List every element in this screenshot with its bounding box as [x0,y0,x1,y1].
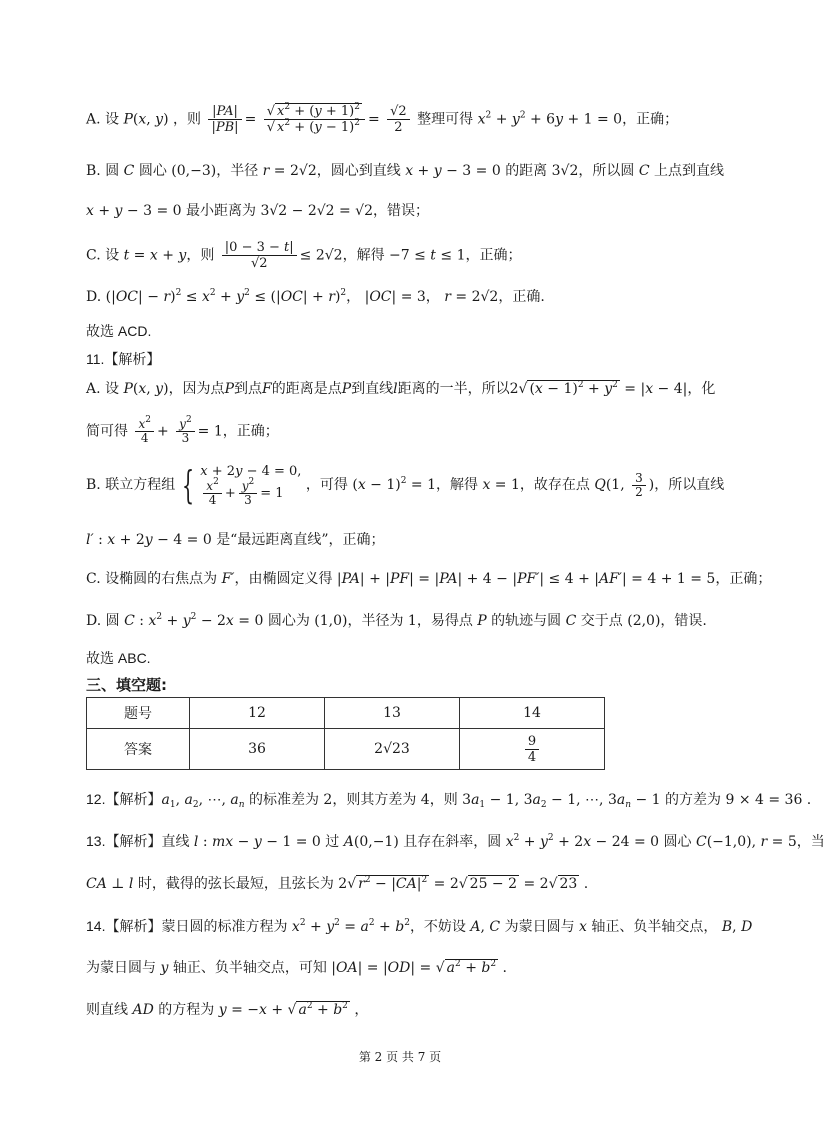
q10-option-c: C. 设 t = x + y，则 $\frac{|0 - 3 - t|}{√2}$ ≤ 2√2，解得 −7 ≤ t ≤ 1，正确； [86,240,522,271]
table-cell: 12 [190,698,325,729]
table-row [87,698,605,729]
q11-option-d: D. 圆 C : $x^2 + y^2 - 2x = 0$ 圆心为 (1,0)，半径为 1，易得点 P 的轨迹与圆 C 交于点 (2,0)，错误. [86,612,707,629]
q11-option-b-cont: l′ : x + 2y − 4 = 0 是“最远距离直线”，正确； [86,532,385,548]
q14-solution: 14.【解析】蒙日圆的标准方程为 $x^2 + y^2 = a^2 + b^2$，不妨设 A, C 为蒙日圆与 x 轴正、负半轴交点， B, D [86,918,753,935]
q11-option-b: B. 联立方程组 { x + 2y − 4 = 0, $\frac{x^2}{4}$ + $\frac{y^2}{3}$ = 1 ，可得 $(x - 1)^2 = 1$，解得 x = 1，故存在点 Q(1, $\frac{3}{2}$ )，所以直线 [86,463,725,507]
q14-solution-cont: 为蒙日圆与 y 轴正、负半轴交点，可知 |OA| = |OD| = √ $a^2 + b^2$ . [86,959,507,976]
q10-option-b-cont: x + y − 3 = 0 最小距离为 3√2 − 2√2 = √2，错误； [86,203,430,219]
table-cell: 14 [460,698,605,729]
q11-option-a-cont: 简可得 $\frac{x^2}{4}$ + $\frac{y^2}{3}$ = 1，正确； [86,415,279,445]
table-cell: 答案 [87,729,190,770]
q10-selection: 故选 ACD. [86,323,152,339]
q13-solution-cont: CA ⊥ l 时，截得的弦长最短，且弦长为 2√ $r^2 - |CA|^2 = 2√$ 25 − 2 = 2√ 23 . [86,875,589,892]
q11-selection: 故选 ABC. [86,650,151,666]
q13-solution: 13.【解析】直线 l : mx − y − 1 = 0 过 A(0,−1) 且存在斜率，圆 $x^2 + y^2 + 2x - 24 = 0$ 圆心 C(−1,0), r = 5，当 [86,833,825,850]
table-cell: 13 [325,698,460,729]
q11-title: 11.【解析】 [86,351,161,367]
q12-solution: 12.【解析】$a_1$, $a_2$, ⋯, $a_n$ 的标准差为 2，则其方差为 4，则 $3a_1 - 1$, $3a_2 - 1$, ⋯, $3a_n - 1$ 的方差为 9 × 4 = 36 . [86,791,812,810]
q11-option-a: A. 设 P(x, y)，因为点P到点F的距离是点P到直线l距离的一半，所以2√ $(x - 1)^2 + y^2 = |x - 4|$，化 [86,380,716,397]
q10-option-a: A. 设 P(x, y) ，则 $\frac{|PA|}{|PB|}$ = $\frac{√ x^2 + (y + 1)^2}{√ x^2 + (y - 1)^2}$ = $\frac{√2}{2}$ 整理可得 $x^2 + y^2 + 6y + 1 = 0$，正确； [86,102,679,135]
section-heading: 三、填空题: [86,676,167,694]
table-cell: 题号 [87,698,190,729]
q10-option-b: B. 圆 C 圆心 (0,−3)，半径 r = 2√2，圆心到直线 x + y − 3 = 0 的距离 3√2，所以圆 C 上点到直线 [86,163,724,179]
table-cell: 36 [190,729,325,770]
q10-option-d: D. $(|OC| - r)^2 \le x^2 + y^2 \le (|OC| + r)^2$， |OC| = 3， r = 2√2，正确. [86,288,545,305]
table-row [87,729,605,770]
table-cell: 2√23 [325,729,460,770]
page-footer: 第 2 页 共 7 页 [358,1050,442,1064]
q14-solution-line3: 则直线 AD 的方程为 y = −x + √ $a^2 + b^2$ ， [86,1001,369,1018]
table-cell: $\frac{9}{4}$ [460,729,605,770]
answer-table [86,697,605,770]
q11-option-c: C. 设椭圆的右焦点为 F′，由椭圆定义得 |PA| + |PF| = |PA| + 4 − |PF′| ≤ 4 + |AF′| = 4 + 1 = 5，正确； [86,571,772,587]
